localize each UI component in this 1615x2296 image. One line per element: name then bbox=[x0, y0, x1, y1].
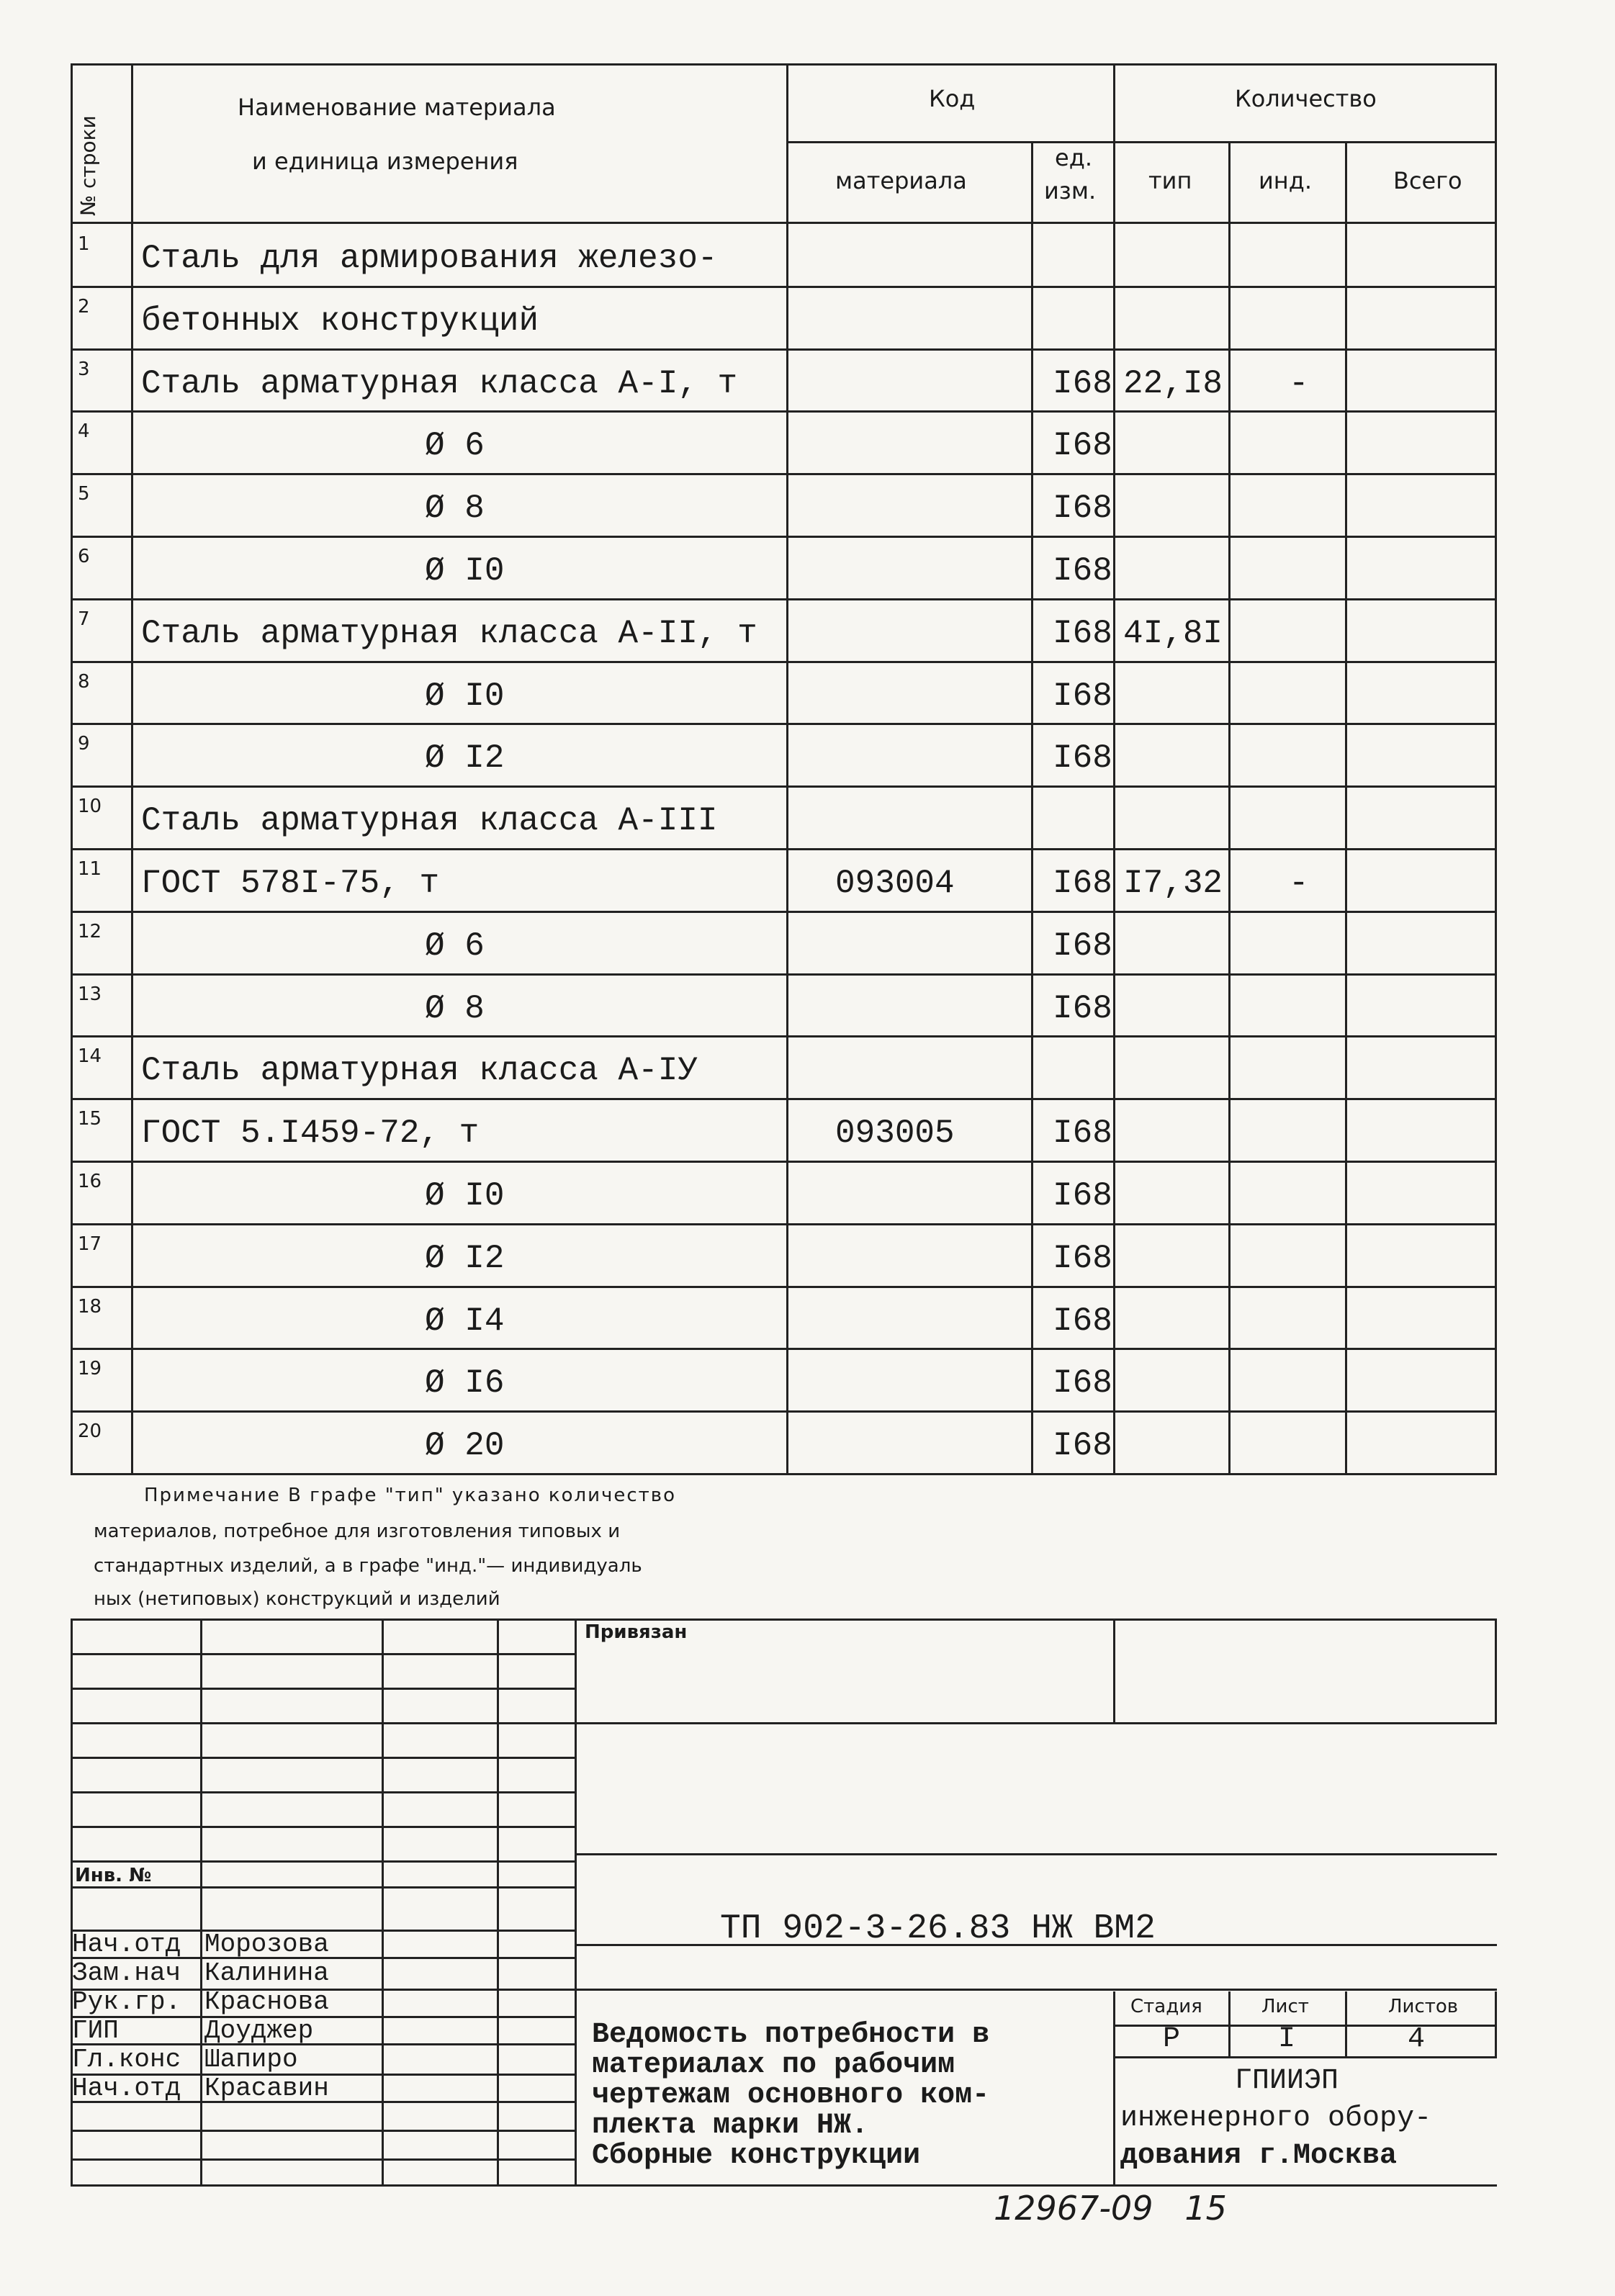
organization-line2: инженерного обору- bbox=[1120, 2102, 1432, 2135]
row-number-header: № строки bbox=[76, 115, 100, 216]
material-code: 093005 bbox=[835, 1115, 955, 1152]
unit-code: I68 bbox=[1053, 1115, 1112, 1152]
type-quantity: 22,I8 bbox=[1123, 365, 1223, 402]
material-name: Сталь арматурная класса А-I, т bbox=[141, 365, 738, 402]
unit-code: I68 bbox=[1053, 990, 1112, 1027]
stage-value: Р bbox=[1163, 2023, 1181, 2056]
unit-code: I68 bbox=[1053, 865, 1112, 902]
sheets-value: 4 bbox=[1408, 2023, 1426, 2056]
row-number: 8 bbox=[78, 671, 90, 693]
row-number: 15 bbox=[78, 1108, 102, 1130]
unit-code: I68 bbox=[1053, 1427, 1112, 1464]
ind-quantity: - bbox=[1289, 365, 1309, 402]
unit-code: I68 bbox=[1053, 1302, 1112, 1340]
unit-code: I68 bbox=[1053, 552, 1112, 590]
row-number: 17 bbox=[78, 1233, 102, 1255]
material-name: Сталь арматурная класса А-IУ bbox=[141, 1052, 698, 1089]
material-name: Ø 8 bbox=[425, 490, 485, 527]
unit-code: I68 bbox=[1053, 677, 1112, 715]
note-line: стандартных изделий, а в графе "инд."— индивидуаль bbox=[94, 1555, 642, 1577]
unit-code: I68 bbox=[1053, 927, 1112, 965]
material-name: Сталь арматурная класса А-III bbox=[141, 802, 718, 839]
unit-code: I68 bbox=[1053, 1364, 1112, 1402]
row-number: 12 bbox=[78, 921, 102, 942]
type-quantity: I7,32 bbox=[1123, 865, 1223, 902]
row-number: 16 bbox=[78, 1171, 102, 1192]
sheet-label: Лист bbox=[1261, 1996, 1309, 2017]
ind-quantity: - bbox=[1289, 865, 1309, 902]
row-number: 11 bbox=[78, 858, 102, 880]
material-name: Ø I4 bbox=[425, 1302, 505, 1340]
inventory-number-label: Инв. № bbox=[75, 1865, 152, 1886]
archive-number: 12967-09 15 bbox=[994, 2189, 1227, 2228]
unit-code: I68 bbox=[1053, 739, 1112, 777]
row-number: 4 bbox=[78, 420, 90, 442]
privyazan-label: Привязан bbox=[585, 1621, 688, 1643]
row-number: 1 bbox=[78, 233, 90, 255]
material-name: Ø 6 bbox=[425, 427, 485, 464]
total-header: Всего bbox=[1393, 167, 1462, 194]
unit-code: I68 bbox=[1053, 1177, 1112, 1215]
row-number: 18 bbox=[78, 1296, 102, 1318]
material-name: Ø I0 bbox=[425, 1177, 505, 1215]
unit-header-2: изм. bbox=[1044, 177, 1097, 204]
row-number: 7 bbox=[78, 608, 90, 630]
material-name: Ø I0 bbox=[425, 677, 505, 715]
sheet-value: I bbox=[1278, 2023, 1296, 2056]
material-name: Сталь арматурная класса А-II, т bbox=[141, 615, 757, 652]
material-name: Ø I2 bbox=[425, 1240, 505, 1277]
sheets-label: Листов bbox=[1388, 1996, 1459, 2017]
organization-line3: дования г.Москва bbox=[1120, 2140, 1398, 2172]
type-header: тип bbox=[1148, 167, 1192, 194]
material-name: Ø I6 bbox=[425, 1364, 505, 1402]
unit-code: I68 bbox=[1053, 615, 1112, 652]
type-quantity: 4I,8I bbox=[1123, 615, 1223, 652]
document-code: ТП 902-3-26.83 НЖ ВМ2 bbox=[720, 1909, 1156, 1948]
unit-code: I68 bbox=[1053, 1240, 1112, 1277]
signatory-name: Шапиро bbox=[204, 2045, 298, 2074]
signatory-role: Гл.конс bbox=[72, 2045, 181, 2074]
unit-header-1: ед. bbox=[1055, 144, 1092, 171]
document-title: Ведомость потребности в материалах по рабочим чертежам основного ком- плекта марки НЖ. Сборные конструкции bbox=[592, 2019, 990, 2172]
note-line: ных (нетиповых) конструкций и изделий bbox=[94, 1588, 500, 1610]
material-name: бетонных конструкций bbox=[141, 302, 539, 340]
material-code: 093004 bbox=[835, 865, 955, 902]
name-header-line1: Наименование материала bbox=[238, 94, 556, 121]
row-number: 10 bbox=[78, 796, 102, 817]
material-name: Ø 6 bbox=[425, 927, 485, 965]
material-name: Ø 20 bbox=[425, 1427, 505, 1464]
signatory-name: Красавин bbox=[204, 2074, 329, 2103]
code-header: Код bbox=[929, 85, 976, 112]
material-code-header: материала bbox=[835, 167, 967, 194]
signatory-role: Зам.нач bbox=[72, 1958, 181, 1988]
signatory-name: Доуджер bbox=[204, 2016, 314, 2045]
ind-header: инд. bbox=[1259, 167, 1313, 194]
stage-label: Стадия bbox=[1130, 1996, 1202, 2017]
material-name: Сталь для армирования железо- bbox=[141, 240, 718, 277]
row-number: 13 bbox=[78, 983, 102, 1005]
organization-line1: ГПИИЭП bbox=[1235, 2065, 1339, 2097]
row-number: 3 bbox=[78, 359, 90, 380]
signatory-name: Калинина bbox=[204, 1958, 329, 1988]
note-line: Примечание В графе "тип" указано количество bbox=[144, 1485, 677, 1506]
row-number: 5 bbox=[78, 483, 90, 505]
material-name: Ø I2 bbox=[425, 739, 505, 777]
unit-code: I68 bbox=[1053, 490, 1112, 527]
signatory-role: ГИП bbox=[72, 2016, 119, 2045]
note-line: материалов, потребное для изготовления типовых и bbox=[94, 1521, 621, 1542]
row-number: 6 bbox=[78, 546, 90, 567]
row-number: 2 bbox=[78, 296, 90, 318]
signatory-role: Нач.отд bbox=[72, 1930, 181, 1959]
material-name: Ø I0 bbox=[425, 552, 505, 590]
unit-code: I68 bbox=[1053, 365, 1112, 402]
quantity-header: Количество bbox=[1235, 85, 1377, 112]
signatory-name: Краснова bbox=[204, 1987, 329, 2017]
row-number: 19 bbox=[78, 1358, 102, 1379]
row-number: 9 bbox=[78, 733, 90, 755]
row-number: 20 bbox=[78, 1421, 102, 1442]
signatory-role: Нач.отд bbox=[72, 2074, 181, 2103]
signatory-role: Рук.гр. bbox=[72, 1987, 181, 2017]
row-number: 14 bbox=[78, 1045, 102, 1067]
signatory-name: Морозова bbox=[204, 1930, 329, 1959]
unit-code: I68 bbox=[1053, 427, 1112, 464]
name-header-line2: и единица измерения bbox=[252, 148, 518, 175]
material-name: ГОСТ 5.I459-72, т bbox=[141, 1115, 480, 1152]
material-name: ГОСТ 578I-75, т bbox=[141, 865, 440, 902]
material-name: Ø 8 bbox=[425, 990, 485, 1027]
